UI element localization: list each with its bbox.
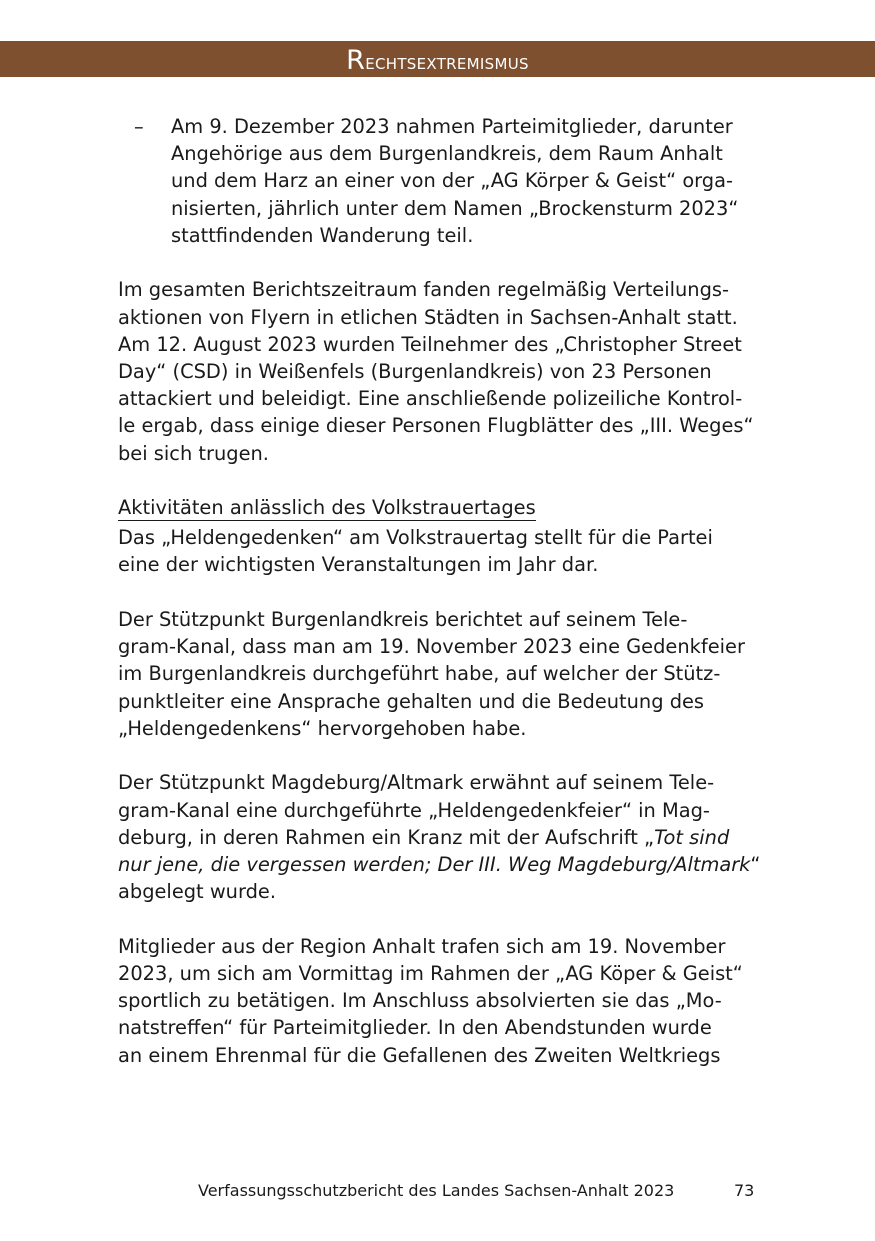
paragraph-line: Das „Heldengedenken“ am Volkstrauertag stellt für die Partei [118,526,713,550]
paragraph-gap [118,467,758,494]
paragraph-line: aktionen von Flyern in etlichen Städten in Sachsen-Anhalt statt. [118,305,738,329]
paragraph-gap [118,249,758,276]
quote-italic: Tot sind [654,825,730,849]
paragraph-line: Day“ (CSD) in Weißenfels (Burgenlandkreis) von 23 Personen [118,360,712,384]
paragraph-line: natstreffen“ für Parteimitglieder. In den Abendstunden wurde [118,1016,712,1040]
paragraph-line: Der Stützpunkt Magdeburg/Altmark erwähnt auf seinem Tele- [118,771,715,795]
bullet-dash: – [134,115,144,138]
paragraph-line: Am 12. August 2023 wurden Teilnehmer des „Christopher Street [118,332,742,356]
paragraph-line: gram-Kanal, dass man am 19. November 2023 eine Gedenkfeier [118,635,745,659]
bullet-line: und dem Harz an einer von der „AG Körper & Geist“ orga- [171,169,733,193]
paragraph-line: le ergab, dass einige dieser Personen Flugblätter des „III. Weges“ [118,414,754,438]
paragraph-gap [118,742,758,769]
paragraph-line: punktleiter eine Ansprache gehalten und die Bedeutung des [118,689,705,713]
quote-italic: nur jene, die vergessen werden; Der III. Weg Magdeburg/Altmark [118,853,751,877]
bullet-line: nisierten, jährlich unter dem Namen „Brockensturm 2023“ [171,196,739,220]
paragraph-distribution [118,276,758,466]
paragraph-line: bei sich trugen. [118,441,269,465]
text-run: “ [750,853,761,877]
paragraph-line: 2023, um sich am Vormittag im Rahmen der „AG Köper & Geist“ [118,962,743,986]
paragraph-burgenlandkreis [118,606,758,742]
page-number: 73 [734,1181,755,1200]
text-run: deburg, in deren Rahmen ein Kranz mit der Aufschrift „ [118,825,655,849]
page-footer [0,1181,875,1205]
paragraph-line: Im gesamten Berichtszeitraum fanden regelmäßig Verteilungs- [118,278,730,302]
paragraph-line [118,851,761,878]
paragraph-line: gram-Kanal eine durchgeführte „Heldengedenkfeier“ in Mag- [118,798,710,822]
paragraph-line: im Burgenlandkreis durchgeführt habe, auf welcher der Stütz- [118,662,721,686]
paragraph-gap [118,905,758,932]
chapter-title-initial: R [346,45,366,76]
paragraph-line: Der Stützpunkt Burgenlandkreis berichtet auf seinem Tele- [118,608,688,632]
section-heading: Aktivitäten anlässlich des Volkstrauertages [118,496,536,520]
paragraph-line: attackiert und beleidigt. Eine anschließende polizeiliche Kontrol- [118,387,743,411]
bullet-line: Am 9. Dezember 2023 nahmen Parteimitglieder, darunter [171,115,733,138]
bullet-line: stattfindenden Wanderung teil. [171,223,474,247]
section-volkstrauertag [118,494,758,578]
bullet-item [118,113,758,249]
paragraph-line: eine der wichtigsten Veranstaltungen im Jahr dar. [118,553,599,577]
chapter-title-rest: echtsextremismus [365,50,529,74]
paragraph-line: sportlich zu betätigen. Im Anschluss absolvierten sie das „Mo- [118,989,722,1013]
paragraph-line: „Heldengedenkens“ hervorgehoben habe. [118,716,527,740]
paragraph-gap [118,579,758,606]
chapter-title [0,41,875,77]
paragraph-line [118,824,758,851]
paragraph-line: abgelegt wurde. [118,880,277,904]
paragraph-line: an einem Ehrenmal für die Gefallenen des Zweiten Weltkriegs [118,1043,721,1067]
bullet-line: Angehörige aus dem Burgenlandkreis, dem Raum Anhalt [171,142,723,166]
paragraph-line: Mitglieder aus der Region Anhalt trafen sich am 19. November [118,934,726,958]
footer-title: Verfassungsschutzbericht des Landes Sachsen-Anhalt 2023 [198,1181,675,1200]
paragraph-anhalt [118,933,758,1069]
chapter-header-bar [0,41,875,77]
paragraph-magdeburg [118,769,761,905]
page-body [118,113,761,1069]
